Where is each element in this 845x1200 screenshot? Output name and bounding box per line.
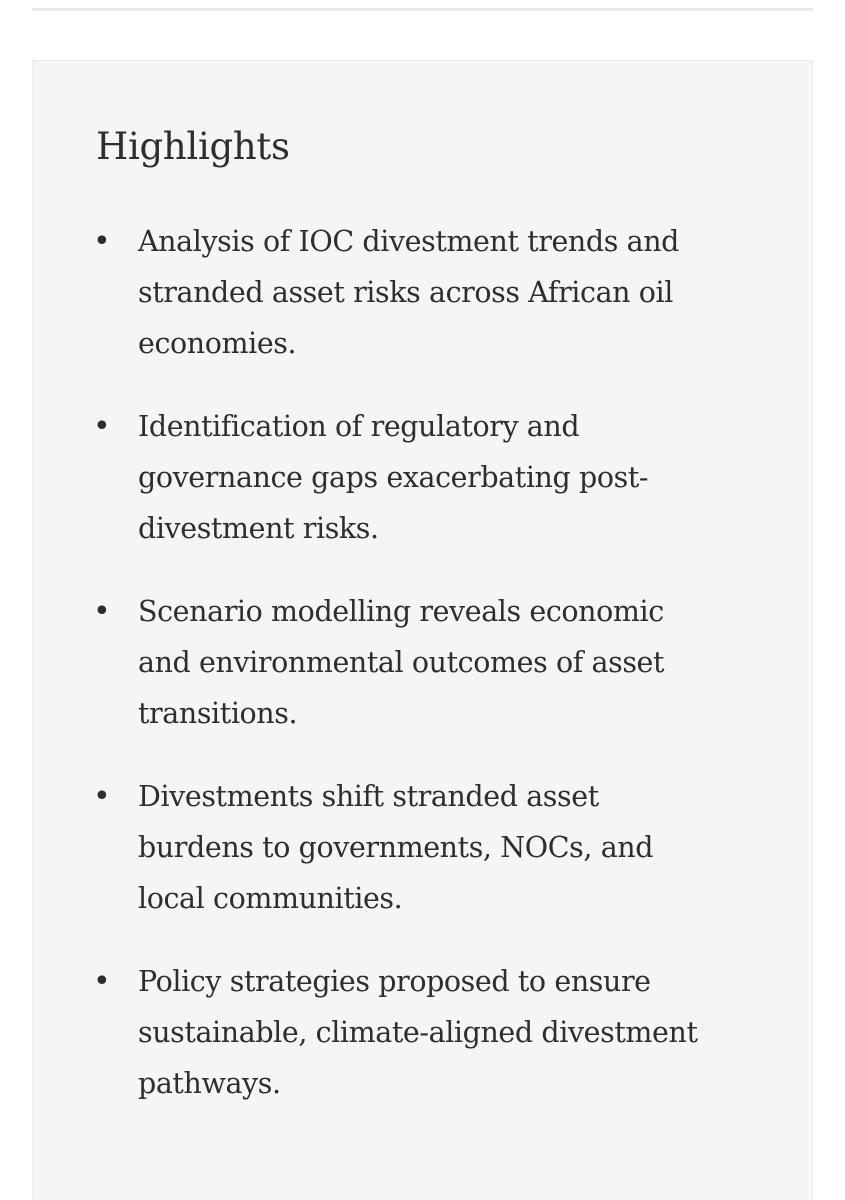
highlight-text: Analysis of IOC divestment trends and stranded asset risks across African oil economies. bbox=[138, 225, 680, 360]
highlight-text: Identification of regulatory and governance gaps exacerbating post-divestment risks. bbox=[138, 410, 649, 545]
top-divider bbox=[32, 8, 813, 11]
bullet-icon: • bbox=[93, 409, 111, 444]
bullet-icon: • bbox=[93, 964, 111, 999]
highlight-text: Policy strategies proposed to ensure sustainable, climate-aligned divestment pathways. bbox=[138, 965, 698, 1100]
bullet-icon: • bbox=[93, 224, 111, 259]
highlight-text: Divestments shift stranded asset burdens to governments, NOCs, and local communities. bbox=[138, 780, 654, 915]
list-item bbox=[33, 586, 814, 739]
highlight-text: Scenario modelling reveals economic and environmental outcomes of asset transitions. bbox=[138, 595, 665, 730]
list-item bbox=[33, 771, 814, 924]
highlights-section bbox=[32, 60, 813, 1200]
bullet-icon: • bbox=[93, 779, 111, 814]
bullet-icon: • bbox=[93, 594, 111, 629]
highlights-list bbox=[33, 216, 814, 1141]
list-item bbox=[33, 216, 814, 369]
list-item bbox=[33, 401, 814, 554]
highlights-title: Highlights bbox=[96, 125, 290, 168]
list-item bbox=[33, 956, 814, 1109]
